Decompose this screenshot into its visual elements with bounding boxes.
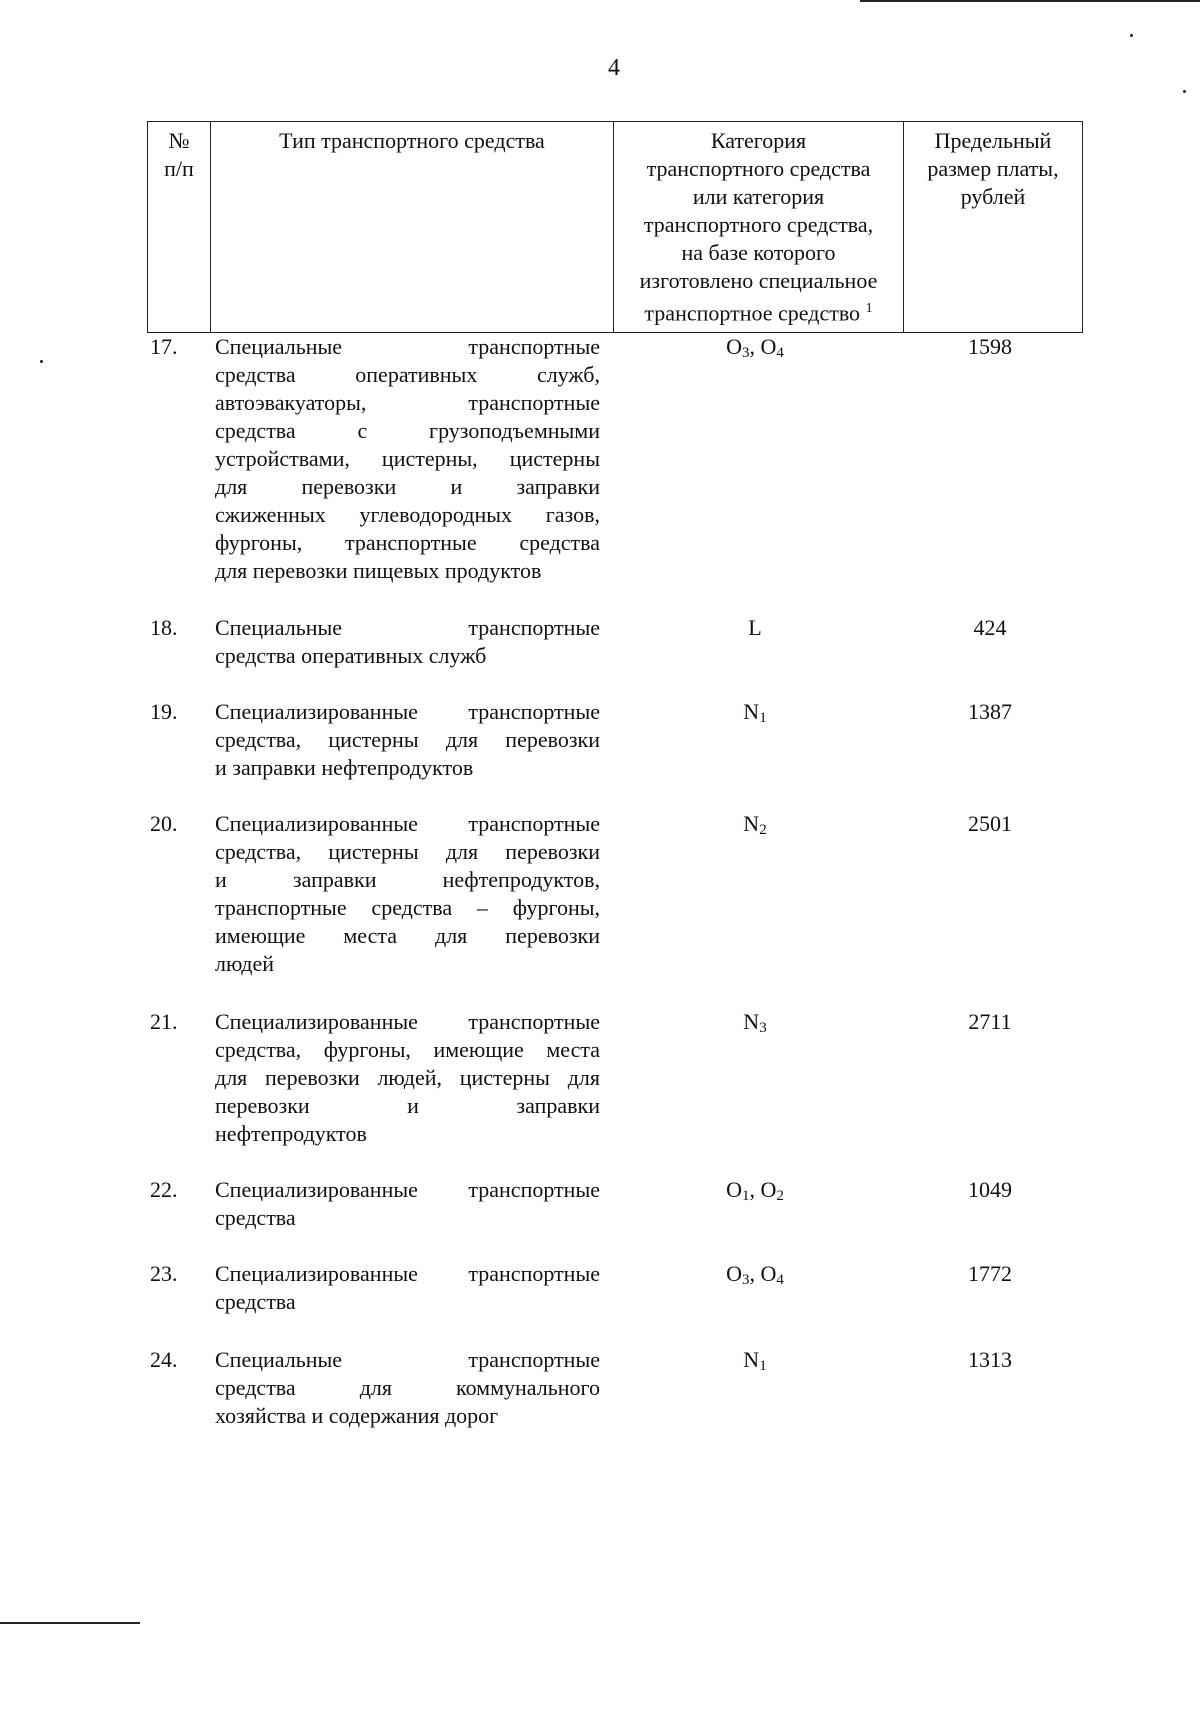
vehicle-type-line: средства для коммунального — [215, 1375, 600, 1400]
fee-value: 1049 — [968, 1177, 1012, 1202]
vehicle-type-line: Специализированные транспортные — [215, 1177, 600, 1202]
category-letter: O — [760, 1261, 777, 1286]
category-index: 1 — [759, 1358, 767, 1374]
vehicle-type-line: Специализированные транспортные — [215, 1009, 600, 1034]
vehicle-type — [215, 614, 600, 670]
vehicle-type-line: для перевозки пищевых продуктов — [215, 558, 542, 583]
vehicle-type-line: фургоны, транспортные средства — [215, 530, 600, 555]
category-index: 2 — [759, 822, 767, 838]
row-number: 17. — [150, 334, 178, 359]
fee-value: 424 — [973, 615, 1007, 640]
row-number: 22. — [150, 1177, 178, 1202]
vehicle-category — [612, 1346, 898, 1374]
vehicle-type-line: Специализированные транспортные — [215, 699, 600, 724]
category-letter: L — [748, 615, 762, 640]
vehicle-type-line: Специальные транспортные — [215, 334, 600, 359]
category-index: 4 — [776, 1272, 784, 1288]
vehicle-type-line: средства — [215, 1289, 296, 1314]
scan-speck — [1183, 90, 1186, 93]
vehicle-type-line: людей — [215, 951, 275, 976]
page-number: 4 — [608, 55, 620, 81]
row-number: 18. — [150, 615, 178, 640]
vehicle-type-line: для перевозки людей, цистерны для — [215, 1065, 600, 1090]
category-letter: O — [760, 1177, 777, 1202]
scan-edge-line — [0, 1622, 140, 1624]
vehicle-type — [215, 810, 600, 978]
vehicle-type-line: перевозки и заправки — [215, 1093, 600, 1118]
vehicle-type-line: средства с грузоподъемными — [215, 418, 600, 443]
category-index: 1 — [742, 1188, 750, 1204]
category-letter: N — [743, 1009, 760, 1034]
vehicle-type-line: для перевозки и заправки — [215, 474, 600, 499]
category-letter: O — [726, 1177, 742, 1202]
scan-speck — [40, 360, 43, 363]
scan-edge-line — [860, 0, 1200, 2]
vehicle-type-line: средства, фургоны, имеющие места — [215, 1037, 600, 1062]
vehicle-type — [215, 333, 600, 585]
category-index: 3 — [742, 345, 750, 361]
row-number: 21. — [150, 1009, 178, 1034]
category-index: 2 — [776, 1188, 784, 1204]
vehicle-category: $O_3$, $O_4$ — [726, 1261, 784, 1288]
category-index: 4 — [776, 345, 784, 361]
scan-speck — [1130, 34, 1133, 37]
category-letter: N — [743, 699, 760, 724]
vehicle-type-line: сжиженных углеводородных газов, — [215, 502, 600, 527]
header-fee: Предельный размер платы, рублей — [904, 122, 1083, 333]
fee-value: 2501 — [968, 811, 1012, 836]
category-letter: N — [743, 811, 760, 836]
vehicle-type-line: средства, цистерны для перевозки — [215, 727, 600, 752]
vehicle-type-line: автоэвакуаторы, транспортные — [215, 390, 600, 415]
vehicle-type-line: имеющие места для перевозки — [215, 923, 600, 948]
vehicle-type-line: устройствами, цистерны, цистерны — [215, 446, 600, 471]
vehicle-type-line: Специализированные транспортные — [215, 1261, 600, 1286]
category-letter: N — [743, 1347, 760, 1372]
row-number: 20. — [150, 811, 178, 836]
category-index: 1 — [759, 710, 767, 726]
vehicle-type — [215, 1176, 600, 1232]
vehicle-category: $O_3$, $O_4$ — [726, 334, 784, 361]
vehicle-category — [612, 1008, 898, 1036]
vehicle-type-line: Специализированные транспортные — [215, 811, 600, 836]
fee-value: 1772 — [968, 1261, 1012, 1286]
vehicle-category — [612, 614, 898, 642]
category-letter: O — [726, 334, 742, 359]
vehicle-type-line: средства, цистерны для перевозки — [215, 839, 600, 864]
header-category: Категория транспортного средства или категория транспортного средства, на базе которого изготовлено специальное транспортное средство $^1$ — [614, 122, 904, 333]
vehicle-type-line: средства оперативных служб — [215, 643, 487, 668]
table-header — [147, 121, 1083, 333]
fee-value: 1387 — [968, 699, 1012, 724]
vehicle-type-line: Специальные транспортные — [215, 1347, 600, 1372]
category-index: 3 — [759, 1020, 767, 1036]
vehicle-type — [215, 1260, 600, 1316]
vehicle-category — [612, 810, 898, 838]
fee-value: 1598 — [968, 334, 1012, 359]
category-letter: O — [760, 334, 777, 359]
vehicle-type-line: средства оперативных служб, — [215, 362, 600, 387]
vehicle-type-line: Специальные транспортные — [215, 615, 600, 640]
vehicle-type-line: средства — [215, 1205, 296, 1230]
header-num: № п/п — [148, 122, 211, 333]
vehicle-category: $O_1$, $O_2$ — [726, 1177, 784, 1204]
vehicle-category — [612, 698, 898, 726]
fee-value: 1313 — [968, 1347, 1012, 1372]
footnote-marker: 1 — [865, 301, 873, 316]
row-number: 19. — [150, 699, 178, 724]
category-letter: O — [726, 1261, 742, 1286]
row-number: 24. — [150, 1347, 178, 1372]
row-number: 23. — [150, 1261, 178, 1286]
vehicle-type-line: транспортные средства – фургоны, — [215, 895, 600, 920]
vehicle-type — [215, 1008, 600, 1148]
vehicle-type — [215, 1346, 600, 1430]
fee-value: 2711 — [968, 1009, 1012, 1034]
vehicle-type-line: нефтепродуктов — [215, 1121, 367, 1146]
vehicle-type-line: и заправки нефтепродуктов, — [215, 867, 600, 892]
vehicle-type-line: хозяйства и содержания дорог — [215, 1403, 499, 1428]
category-index: 3 — [742, 1272, 750, 1288]
vehicle-type — [215, 698, 600, 782]
vehicle-type-line: и заправки нефтепродуктов — [215, 755, 474, 780]
header-type: Тип транспортного средства — [211, 122, 614, 333]
